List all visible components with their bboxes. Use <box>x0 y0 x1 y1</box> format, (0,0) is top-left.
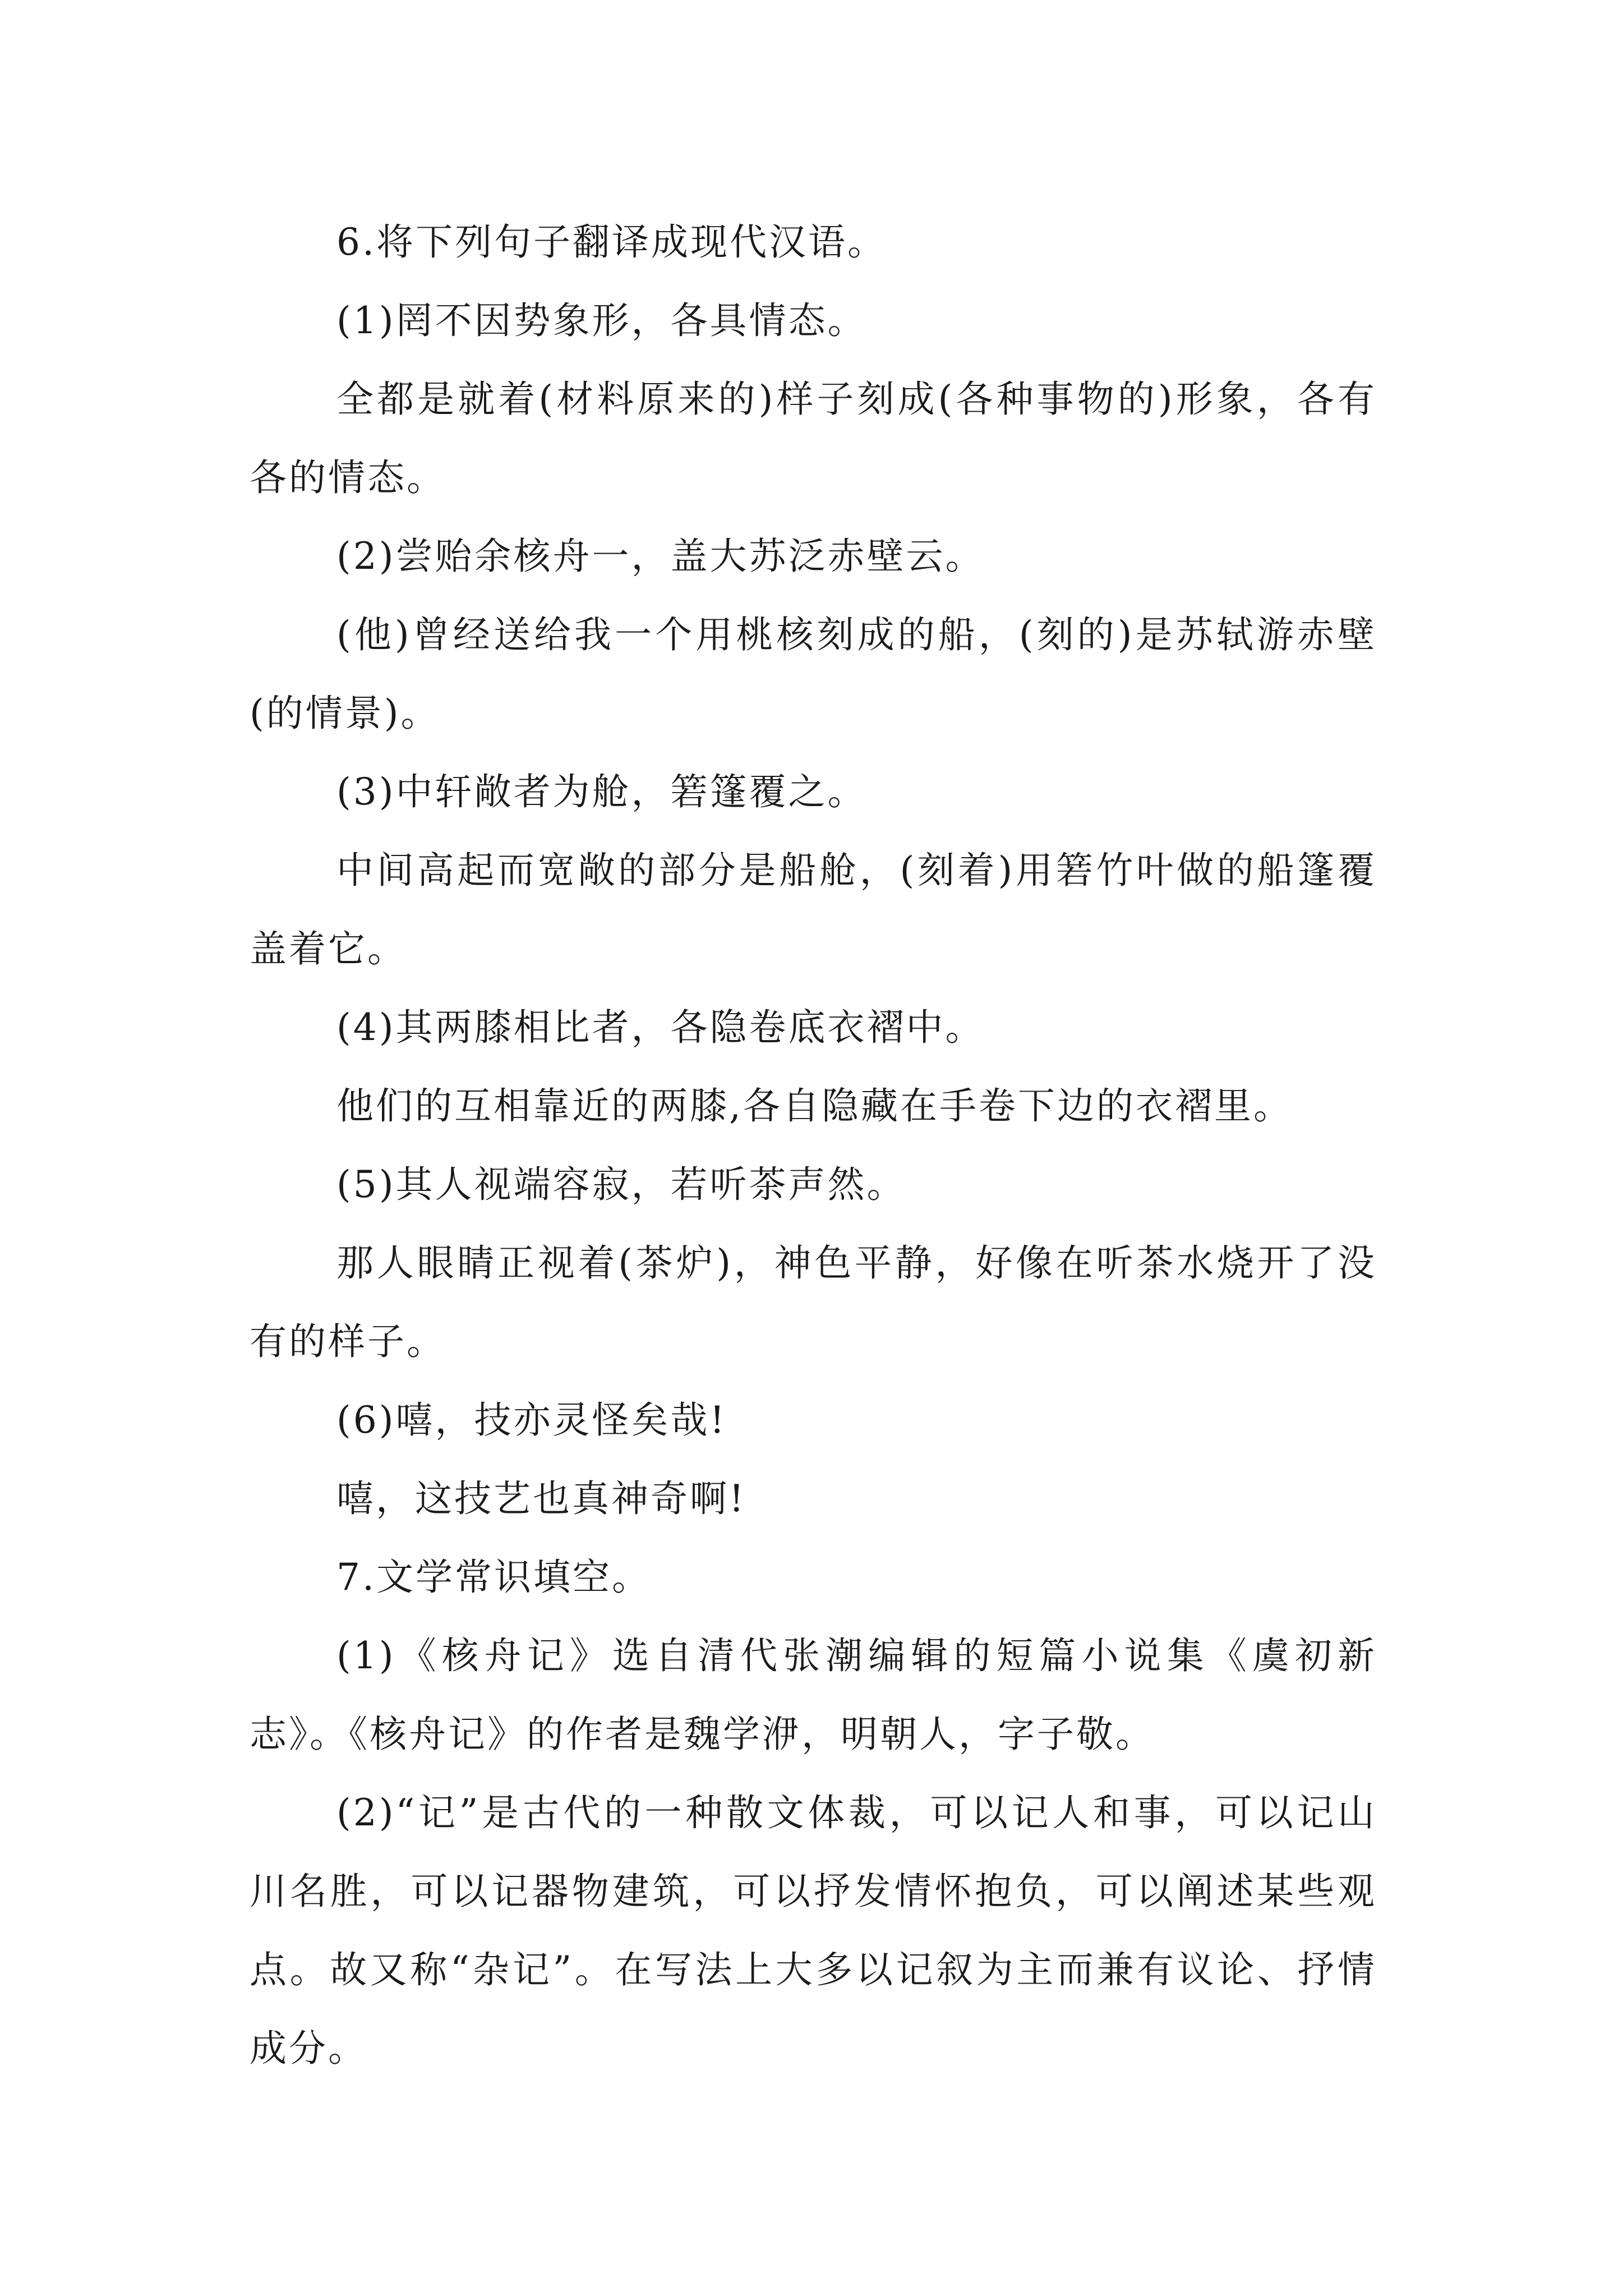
translation-text: (他)曾经送给我一个用桃核刻成的船，(刻的)是苏轼游赤壁(的情景)。 <box>250 613 1377 735</box>
literary-note: (1)《核舟记》选自清代张潮编辑的短篇小说集《虞初新志》。《核舟记》的作者是魏学洢，明朝人，字子敬。 <box>250 1634 1377 1756</box>
question-heading: 7.文学常识填空。 <box>336 1556 651 1599</box>
translation-text: 那人眼睛正视着(茶炉)，神色平静，好像在听茶水烧开了没有的样子。 <box>250 1241 1377 1363</box>
sentence-item: (2)尝贻余核舟一，盖大苏泛赤壁云。 <box>336 535 985 578</box>
translation-text: 中间高起而宽敞的部分是船舱，(刻着)用箬竹叶做的船篷覆盖着它。 <box>250 849 1377 970</box>
sentence-item: (4)其两膝相比者，各隐卷底衣褶中。 <box>336 1006 985 1049</box>
document-body <box>250 203 1377 2088</box>
literary-note: (2)“记”是古代的一种散文体裁，可以记人和事，可以记山川名胜，可以记器物建筑，可以抒发情怀抱负，可以阐述某些观点。故又称“杂记”。在写法上大多以记叙为主而兼有议论、抒情成分。 <box>250 1791 1377 2070</box>
question-heading: 6.将下列句子翻译成现代汉语。 <box>336 220 887 264</box>
sentence-item: (3)中轩敞者为舱，箬篷覆之。 <box>336 770 867 813</box>
translation-text: 嘻，这技艺也真神奇啊! <box>336 1477 746 1520</box>
sentence-item: (1)罔不因势象形，各具情态。 <box>336 299 867 342</box>
sentence-item: (6)嘻，技亦灵怪矣哉! <box>336 1398 727 1442</box>
translation-text: 全都是就着(材料原来的)样子刻成(各种事物的)形象，各有各的情态。 <box>250 378 1377 499</box>
translation-text: 他们的互相靠近的两膝,各自隐藏在手卷下边的衣褶里。 <box>336 1084 1293 1128</box>
sentence-item: (5)其人视端容寂，若听茶声然。 <box>336 1163 906 1206</box>
